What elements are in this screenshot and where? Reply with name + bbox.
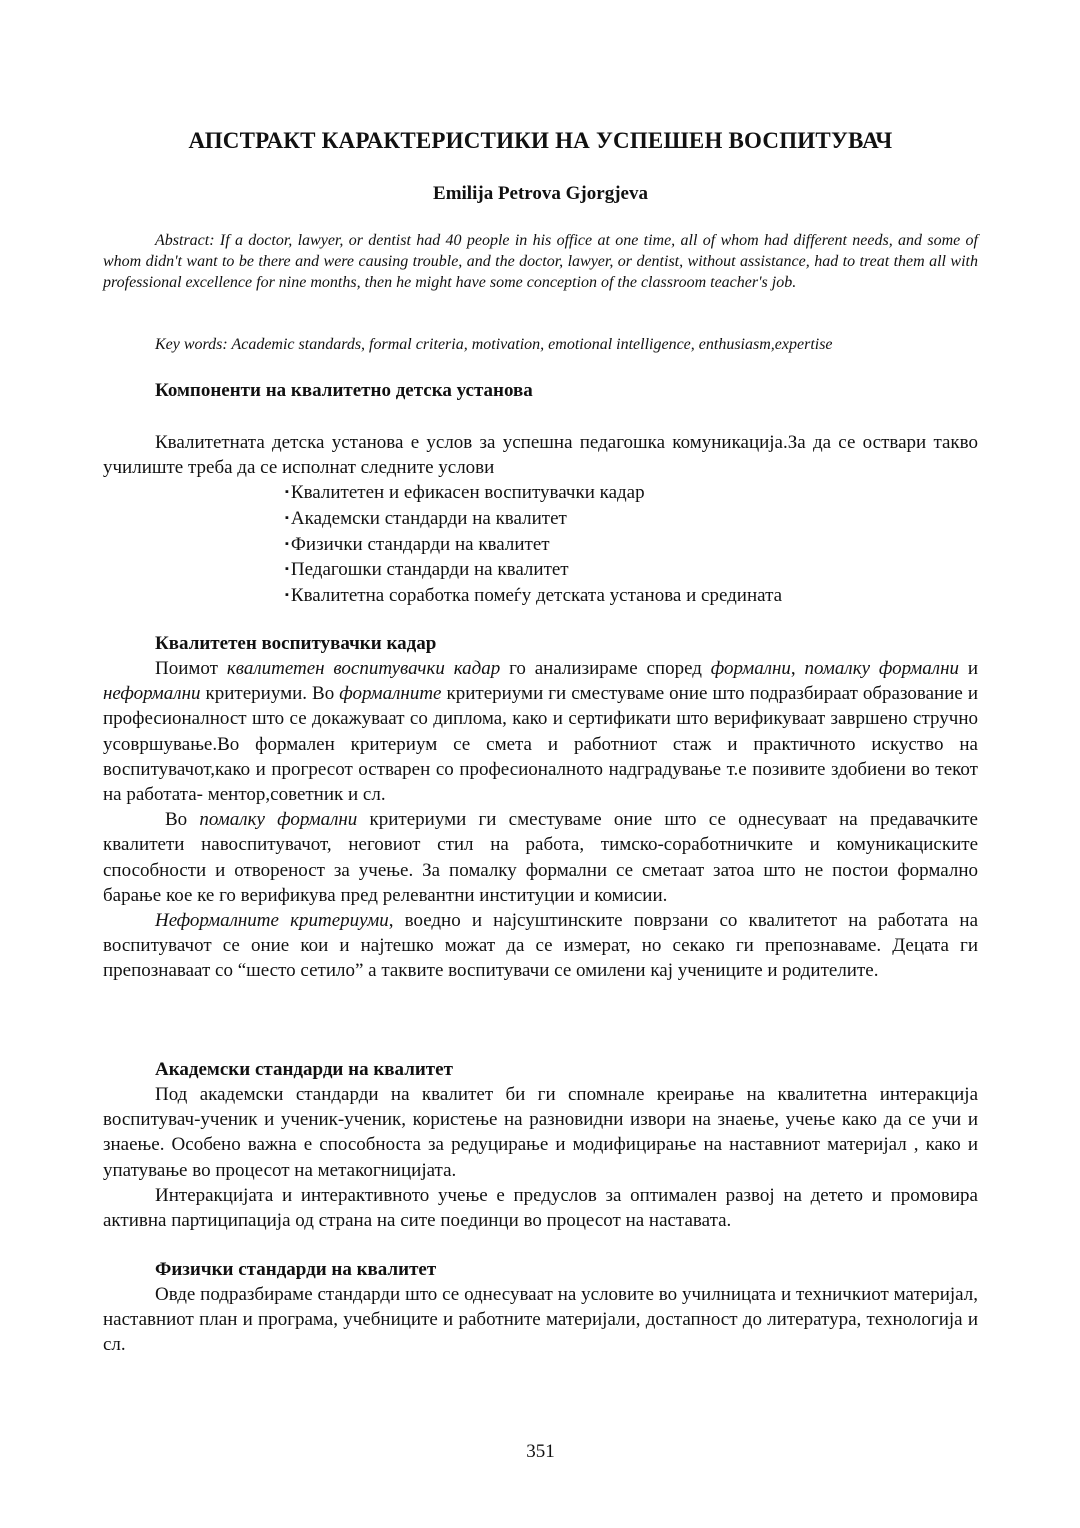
list-item: ▪ Академски стандарди на квалитет	[285, 507, 567, 529]
section-components	[103, 378, 978, 403]
bullet-icon: ▪	[285, 486, 289, 498]
paragraph: Под академски стандарди на квалитет би ги спомнале креирање на квалитетна интеракција воспитувач-ученик и ученик-ученик, користење на разновидни извори на знаење, учење како да се учи и знаење. Особено важна е способноста за редуцирање и модифицирање на наставниот материјал , како и упатување во процесот на метакогницијата.	[103, 1084, 978, 1181]
section-staff	[103, 631, 978, 984]
section-physical	[103, 1257, 978, 1358]
section-heading: Академски стандарди на квалитет	[155, 1059, 453, 1080]
paragraph: Овде подразбираме стандарди што се однесуваат на условите во училницата и техничкиот материјал, наставниот план и програма, учебниците и работните материјали, достапност до литература, технологија и сл.	[103, 1284, 978, 1356]
paragraph: Неформалните критериуми, воедно и најсуштинските поврзани со квалитетот на работата на воспитувачот се оние кои и најтешко можат да се измерат, но секако ги препознаваме. Децата ги препознаваат со “шесто сетило” а таквите воспитувачи се омилени кај учениците и родителите.	[103, 910, 978, 982]
section-heading: Квалитетен воспитувачки кадар	[155, 633, 437, 654]
list-item: ▪ Педагошки стандарди на квалитет	[285, 559, 569, 581]
section-heading: Физички стандарди на квалитет	[155, 1259, 437, 1280]
paragraph: Квалитетната детска установа е услов за успешна педагошка комуникација.За да се оствари такво училиште треба да се исполнат следните услови	[103, 432, 978, 479]
page-number: 351	[526, 1441, 555, 1462]
list-item: ▪ Квалитетен и ефикасен воспитувачки кадар	[285, 482, 645, 503]
section-heading: Компоненти на квалитетно детска установа	[155, 380, 533, 401]
abstract: Abstract: If a doctor, lawyer, or dentist had 40 people in his office at one time, all of whom had different needs, and some of whom didn't want to be there and were causing trouble, and the doctor, lawyer, or dentist, without assistance, had to treat them all with professional excellence for nine months, then he might have some conception of the classroom teacher's job.	[103, 232, 978, 291]
bullet-icon: ▪	[285, 537, 289, 550]
paragraph: Поимот квалитетен воспитувачки кадар го анализираме според формални, помалку формални и неформални критериуми. Во формалните критериуми ги сместуваме оние што подразбираат образование и професионалност што се докажуваат со диплома, како и сертификати што верификуваат завршено стручно усовршување.Во формален критериум се смета и работниот стаж и практичното искуство на воспитувачот,како и прогресот остварен со професионалното надградување т.е позивите здобиени во текот на работата- ментор,советник и сл.	[103, 658, 979, 806]
section-academic	[103, 1057, 978, 1233]
bullet-icon: ▪	[285, 511, 289, 524]
list-item: ▪ Квалитетна соработка помеѓу детската установа и средината	[285, 585, 783, 607]
bullet-icon: ▪	[285, 563, 289, 576]
bullet-icon: ▪	[285, 589, 289, 602]
list-item: ▪ Физички стандарди на квалитет	[285, 533, 550, 555]
conditions-list	[285, 480, 782, 609]
section-components-body	[103, 430, 978, 480]
paragraph: Интеракцијата и интерактивното учење е предуслов за оптимален развој на детето и промовира активна партиципација од страна на сите поединци во процесот на наставата.	[103, 1184, 978, 1232]
keywords: Key words: Academic standards, formal criteria, motivation, emotional intelligence, enthusiasm,expertise	[155, 336, 833, 353]
author-name: Emilija Petrova Gjorgjeva	[433, 183, 648, 204]
paragraph: Во помалку формални критериуми ги сместуваме оние што се однесуваат на предавачките квалитети навоспитувачот, неговиот стил на работа, тимско-соработничките и комуникациските способности и отвореност за учење. За помалку формални се сметаат затоа што не постои формално барање кое ке го верификува пред релевантни институции и комисии.	[103, 809, 978, 906]
paper-title: АПСТРАКТ КАРАКТЕРИСТИКИ НА УСПЕШЕН ВОСПИТУВАЧ	[188, 128, 893, 153]
